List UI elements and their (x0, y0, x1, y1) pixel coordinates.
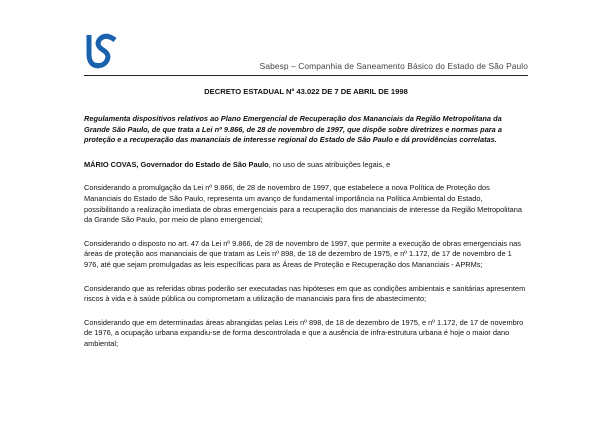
governor-name: MÁRIO COVAS, Governador do Estado de São Paulo (84, 159, 269, 169)
considering-paragraph-2: Considerando o disposto no art. 47 da Lei nº 9.866, de 28 de novembro de 1997, que permite a execução de obras emergenciais nas áreas de proteção aos mananciais de que tratam as Leis nº 898, de 18 de dezembro de 1975, e nº 1.172, de 17 de novembro de 1 976, até que sejam promulgadas as leis específicas para as Áreas de Proteção e Recuperação dos Mananciais - APRMs; (84, 238, 521, 269)
intro-text: , no uso de suas atribuições legais, e (268, 159, 391, 169)
decree-title: DECRETO ESTADUAL Nº 43.022 DE 7 DE ABRIL DE 1998 (204, 87, 408, 96)
considering-paragraph-1: Considerando a promulgação da Lei nº 9.866, de 28 de novembro de 1997, que estabelece a nova Política de Proteção dos Mananciais do Estado de São Paulo, representa um avanço de fundamental importância na Política Ambiental do Estado, possibilitando a realização imediata de obras emergenciais para a recuperação dos mananciais de interesse da Região Metropolitana da Grande São Paulo, por meio de plano emergencial; (84, 183, 522, 225)
sabesp-logo-icon (84, 32, 120, 70)
header-divider (84, 75, 528, 76)
document-body (84, 114, 528, 363)
decree-summary: Regulamenta dispositivos relativos ao Plano Emergencial de Recuperação dos Mananciais da Região Metropolitana da Grande São Paulo, de que trata a Lei nº 9.866, de 28 de novembro de 1997, que dispõe sobre diretrizes e normas para a proteção e a recuperação das mananciais de interesse regional do Estado de São Paulo e dá providências correlatas. (84, 114, 502, 145)
organization-name: Sabesp – Companhia de Saneamento Básico do Estado de São Paulo (259, 61, 528, 71)
considering-paragraph-3: Considerando que as referidas obras poderão ser executadas nas hipóteses em que as condições ambientais e sanitárias apresentem riscos à vida e à saúde pública ou comprometam a utilização de mananciais para fins de abastecimento; (84, 283, 526, 304)
considering-paragraph-4: Considerando que em determinadas áreas abrangidas pelas Leis nº 898, de 18 de dezembro de 1975, e nº 1.172, de 17 de novembro de 1976, a ocupação urbana expandiu-se de forma descontrolada e que a ausência de infra-estrutura urbana é hoje o maior dano ambiental; (84, 317, 524, 348)
intro-paragraph (84, 160, 528, 171)
